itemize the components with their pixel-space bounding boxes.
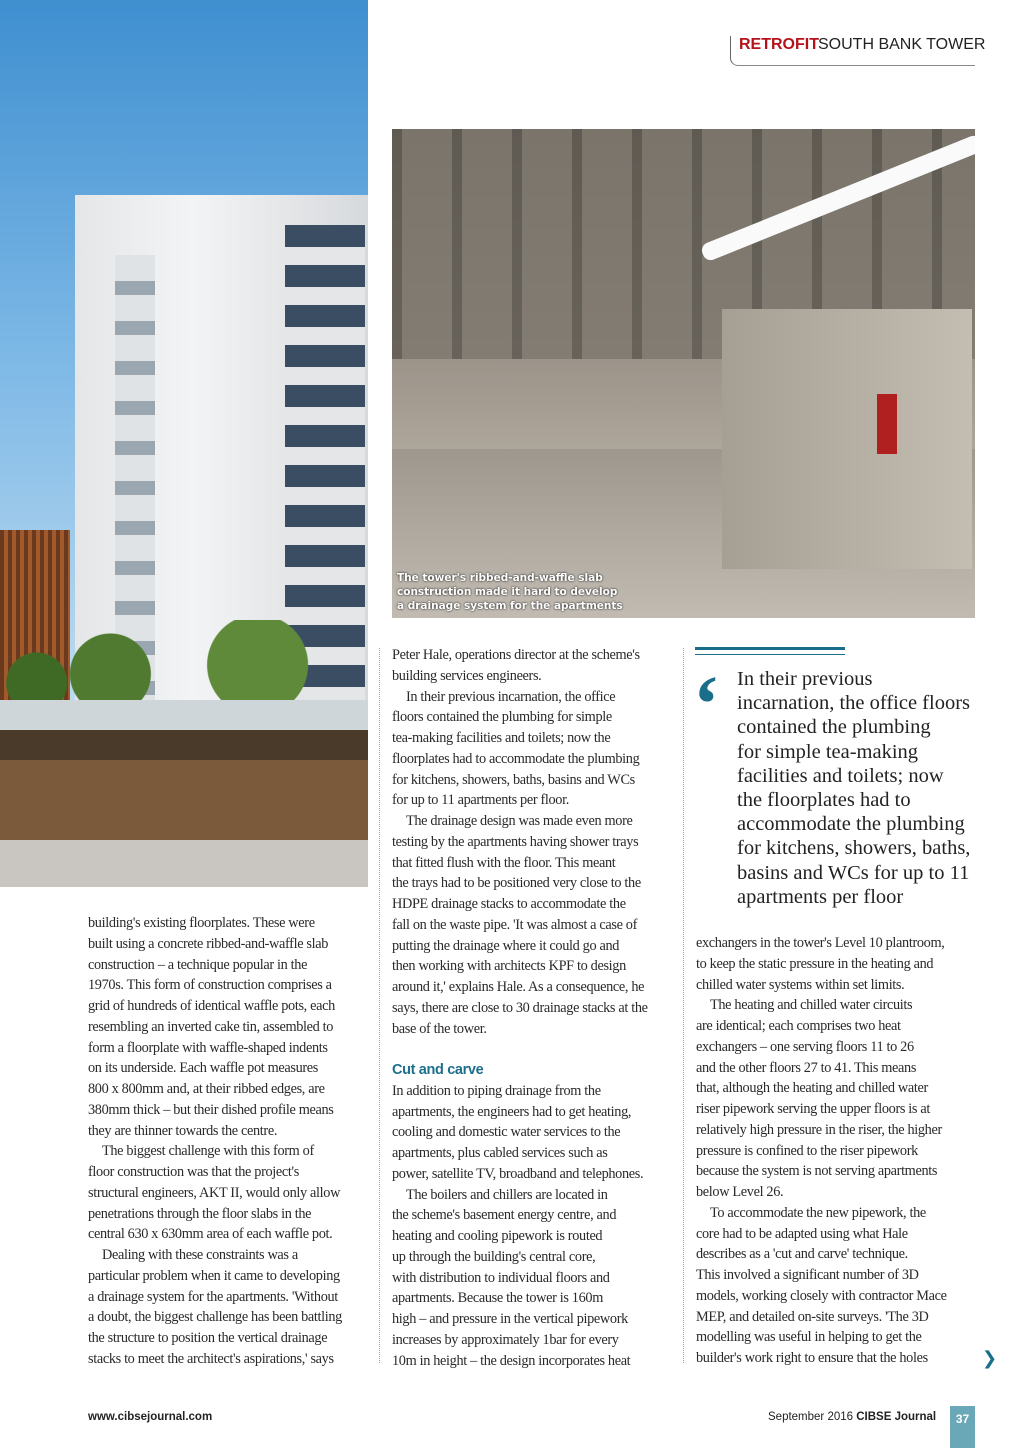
text-line: exchangers – one serving floors 11 to 26 bbox=[696, 1038, 914, 1055]
pull-quote-line: for simple tea-making bbox=[737, 740, 919, 763]
text-line: apartments. Because the tower is 160m bbox=[392, 1290, 603, 1307]
construction-photo bbox=[392, 129, 975, 618]
text-line: that, although the heating and chilled water bbox=[696, 1080, 928, 1097]
text-line: below Level 26. bbox=[696, 1184, 784, 1200]
text-line: Dealing with these constraints was a bbox=[102, 1247, 298, 1263]
text-line: construction – a technique popular in the bbox=[88, 956, 308, 973]
text-line: because the system is not serving apartments bbox=[696, 1163, 938, 1180]
text-line: central 630 x 630mm area of each waffle pot. bbox=[88, 1226, 333, 1243]
text-line: Peter Hale, operations director at the scheme's bbox=[392, 647, 640, 663]
text-line: In addition to piping drainage from the bbox=[392, 1082, 601, 1099]
text-line: MEP, and detailed on-site surveys. 'The 3D bbox=[696, 1308, 929, 1325]
section-header bbox=[730, 36, 986, 66]
text-line: then working with architects KPF to design bbox=[392, 958, 626, 975]
text-line: describes as a 'cut and carve' technique. bbox=[696, 1246, 908, 1263]
text-line: and the other floors 27 to 41. This means bbox=[696, 1059, 917, 1076]
text-line: The heating and chilled water circuits bbox=[710, 997, 913, 1014]
pull-quote-line: basins and WCs for up to 11 bbox=[737, 861, 970, 884]
photo-caption: The tower's ribbed-and-waffle slab construction made it hard to develop a drainage system for the apartments bbox=[397, 572, 623, 612]
text-line: to keep the static pressure in the heating and bbox=[696, 955, 934, 972]
text-line bbox=[392, 1039, 648, 1060]
text-line: The biggest challenge with this form of bbox=[102, 1143, 314, 1160]
text-line: floors contained the plumbing for simple bbox=[392, 709, 612, 726]
text-line: penetrations through the floor slabs in the bbox=[88, 1205, 312, 1222]
pull-quote-line: apartments per floor bbox=[737, 885, 904, 908]
text-line: The drainage design was made even more bbox=[406, 813, 633, 829]
text-line: building's existing floorplates. These were bbox=[88, 915, 315, 931]
text-line: fall on the waste pipe. 'It was almost a case of bbox=[392, 916, 638, 933]
text-line: increases by approximately 1bar for every bbox=[392, 1331, 619, 1348]
text-line: 800 x 800mm and, at their ribbed edges, are bbox=[88, 1081, 325, 1097]
text-line: HDPE drainage stacks to accommodate the bbox=[392, 896, 626, 912]
text-line: a drainage system for the apartments. 'Without bbox=[88, 1288, 338, 1305]
text-line: the scheme's basement energy centre, and bbox=[392, 1207, 617, 1224]
text-line: grid of hundreds of identical waffle pots, each bbox=[88, 998, 335, 1014]
text-line: 380mm thick – but their dished profile means bbox=[88, 1101, 334, 1118]
text-line: heating and cooling pipework is routed bbox=[392, 1228, 603, 1244]
footer-journal: CIBSE Journal bbox=[856, 1411, 937, 1423]
text-line: form a floorplate with waffle-shaped indents bbox=[88, 1039, 328, 1056]
text-line: built using a concrete ribbed-and-waffle slab bbox=[88, 935, 329, 952]
text-column-3 bbox=[696, 933, 947, 1369]
text-line: base of the tower. bbox=[392, 1020, 487, 1037]
building-render-image bbox=[0, 0, 368, 887]
footer-publication bbox=[768, 1411, 936, 1423]
section-heading: Cut and carve bbox=[392, 1062, 484, 1078]
text-line: power, satellite TV, broadband and telephones. bbox=[392, 1165, 644, 1182]
text-line: particular problem when it came to developing bbox=[88, 1267, 340, 1284]
text-line: cooling and domestic water services to the bbox=[392, 1124, 621, 1141]
pull-quote-line: In their previous bbox=[737, 668, 873, 690]
pull-quote-line: for kitchens, showers, baths, bbox=[737, 837, 971, 860]
chevron-right-icon: ❯ bbox=[982, 1348, 998, 1369]
text-line: apartments, the engineers had to get heating, bbox=[392, 1103, 632, 1120]
text-line: riser pipework serving the upper floors is at bbox=[696, 1101, 930, 1117]
section-label: RETROFIT bbox=[739, 36, 819, 53]
text-line: around it,' explains Hale. As a consequence, he bbox=[392, 979, 645, 995]
text-line: apartments, plus cabled services such as bbox=[392, 1145, 608, 1161]
column-divider bbox=[683, 648, 684, 1363]
text-line: testing by the apartments having shower trays bbox=[392, 833, 639, 850]
text-line: up through the building's central core, bbox=[392, 1248, 596, 1265]
text-line: chilled water systems within set limits. bbox=[696, 976, 905, 993]
text-line: with distribution to individual floors and bbox=[392, 1269, 610, 1286]
text-line: the structure to position the vertical drainage bbox=[88, 1330, 328, 1346]
text-line: says, there are close to 30 drainage stacks at the bbox=[392, 999, 648, 1016]
text-line: for kitchens, showers, baths, basins and WCs bbox=[392, 771, 635, 788]
text-line: resembling an inverted cake tin, assembled to bbox=[88, 1018, 334, 1035]
text-line: builder's work right to ensure that the holes bbox=[696, 1350, 928, 1366]
text-line: pressure is confined to the riser pipework bbox=[696, 1142, 918, 1159]
text-column-1 bbox=[88, 913, 342, 1370]
pull-quote-line: facilities and toilets; now bbox=[737, 764, 944, 787]
text-line: the trays had to be positioned very close to the bbox=[392, 875, 641, 892]
text-line: stacks to meet the architect's aspirations,' says bbox=[88, 1350, 334, 1367]
text-line: that fitted flush with the floor. This meant bbox=[392, 854, 616, 871]
pull-quote bbox=[693, 647, 975, 908]
text-line: putting the drainage where it could go and bbox=[392, 937, 620, 954]
column-divider bbox=[379, 648, 380, 1363]
text-line: high – and pressure in the vertical pipework bbox=[392, 1311, 628, 1327]
pull-quote-line: the floorplates had to bbox=[737, 789, 911, 812]
pull-quote-line: incarnation, the office floors bbox=[737, 692, 971, 715]
text-line: 10m in height – the design incorporates heat bbox=[392, 1352, 631, 1369]
text-line: for up to 11 apartments per floor. bbox=[392, 792, 569, 809]
text-line: This involved a significant number of 3D bbox=[696, 1267, 919, 1283]
text-line: are identical; each comprises two heat bbox=[696, 1018, 901, 1034]
text-line: they are thinner towards the centre. bbox=[88, 1122, 278, 1139]
footer-date: September 2016 bbox=[768, 1411, 854, 1423]
pull-quote-line: contained the plumbing bbox=[737, 716, 931, 739]
text-line: on its underside. Each waffle pot measures bbox=[88, 1060, 318, 1077]
article-title: SOUTH BANK TOWER bbox=[818, 36, 986, 53]
text-line: 1970s. This form of construction comprises a bbox=[88, 977, 332, 994]
text-line: building services engineers. bbox=[392, 667, 542, 684]
text-line: a doubt, the biggest challenge has been battling bbox=[88, 1309, 342, 1326]
text-line: In their previous incarnation, the office bbox=[406, 688, 616, 705]
quote-mark-icon: ‘ bbox=[693, 661, 720, 749]
text-line: relatively high pressure in the riser, the higher bbox=[696, 1121, 942, 1138]
text-line: modelling was useful in helping to get the bbox=[696, 1329, 922, 1346]
text-line: models, working closely with contractor Mace bbox=[696, 1287, 947, 1304]
footer-url[interactable]: www.cibsejournal.com bbox=[88, 1411, 213, 1423]
text-line: core had to be adapted using what Hale bbox=[696, 1225, 908, 1242]
text-line: structural engineers, AKT II, would only allow bbox=[88, 1184, 341, 1201]
text-column-2 bbox=[392, 645, 648, 1371]
pull-quote-line: accommodate the plumbing bbox=[737, 813, 965, 836]
text-line: exchangers in the tower's Level 10 plantroom, bbox=[696, 935, 945, 951]
text-line: tea-making facilities and toilets; now the bbox=[392, 730, 611, 746]
text-line: The boilers and chillers are located in bbox=[406, 1186, 608, 1203]
page-number: 37 bbox=[950, 1406, 975, 1448]
text-line: To accommodate the new pipework, the bbox=[710, 1204, 926, 1221]
text-line: floor construction was that the project's bbox=[88, 1164, 299, 1180]
text-line: floorplates had to accommodate the plumbing bbox=[392, 750, 640, 767]
